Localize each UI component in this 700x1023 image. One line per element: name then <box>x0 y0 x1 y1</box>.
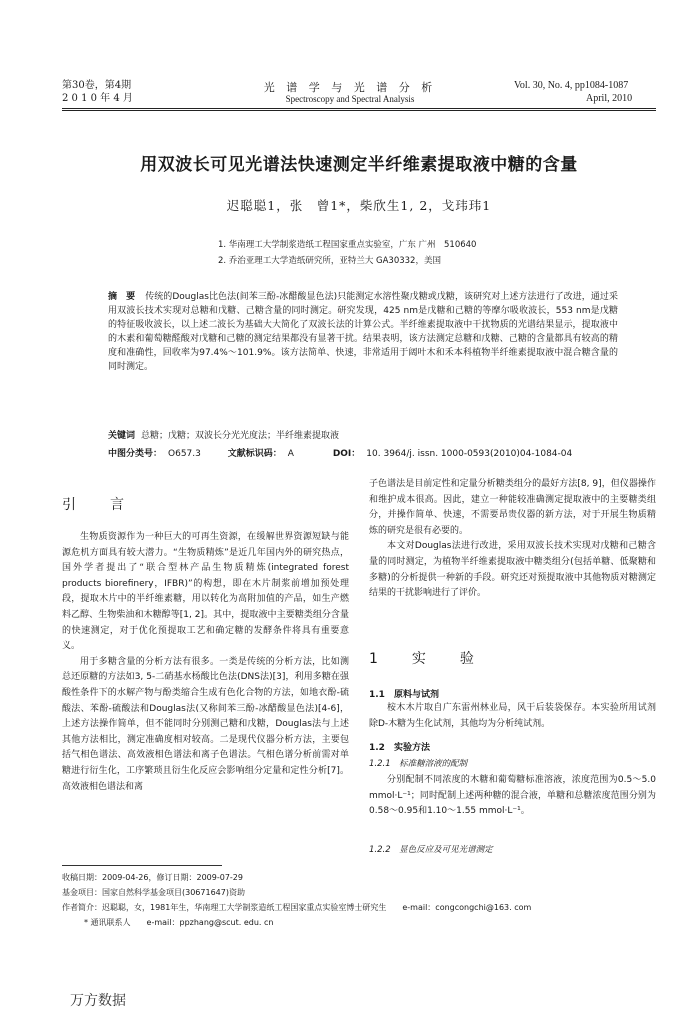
header-rule <box>62 108 656 109</box>
section-1-1: 1.1 原料与试剂 <box>369 690 439 700</box>
intro-paragraph-2: 用于多糖含量的分析方法有很多。一类是传统的分析方法，比如测总还原糖的方法如3, 5-二硝基水杨酸比色法(DNS法)[3]，利用多糖在强酸性条件下的水解产物与酚类缩合生成有色化合物的方法，如地衣酚-硫酸法、苯酚-硫酸法和Douglas法(又称间苯三酚-冰醋酸显色法)[4-6]，上述方法操作简单，但不能同时分别测己糖和戊糖，Douglas法与上述其他方法相比，测定准确度相对较高。二是现代仪器分析方法，主要包括气相色谱法、高效液相色谱法和离子色谱法。气相色谱分析前需对单糖进行衍生化，工序繁琐且衍生化反应会影响组分定量和定性分析[7]。高效液相色谱法和离 <box>62 656 349 792</box>
keywords-line <box>108 428 339 441</box>
header-volume: 第30卷，第4期 <box>62 80 132 91</box>
materials-paragraph: 桉木木片取自广东雷州林业局，风干后装袋保存。本实验所用试剂除D-木糖为生化试剂，其他均为分析纯试剂。 <box>369 703 656 729</box>
doc-code-value: A <box>287 449 294 459</box>
footnote-author: 作者简介：迟聪聪，女，1981年生，华南理工大学制浆造纸工程国家重点实验室博士研究生 e-mail：congcongchi@163. com <box>62 903 532 912</box>
right-column <box>369 477 656 602</box>
section-1-2-1: 1.2.1 标准糖溶液的配制 <box>369 759 468 769</box>
experiment-heading: 1 实 验 <box>369 651 484 667</box>
header-rule-2 <box>62 110 656 111</box>
abstract <box>108 290 618 374</box>
doi-label: DOI： <box>332 449 361 459</box>
footnote-contact: * 通讯联系人 e-mail：ppzhang@scut. edu. cn <box>84 918 274 927</box>
keywords-label: 关键词 <box>108 431 136 441</box>
left-column <box>62 530 349 795</box>
abstract-text: 传统的Douglas比色法(间苯三酚-冰醋酸显色法)只能测定水溶性聚戊糖或戊糖，该研究对上述方法进行了改进，通过采用双波长技术实现对总糖和戊糖、己糖含量的同时测定。研究发现，425 nm是戊糖和己糖的等摩尔吸收波长，553 nm是戊糖的特征吸收波长，以上述二波长为基础大大简化了双波长法的计算公式。半纤维素提取液中干扰物质的光谱结果显示，提取液中的木素和葡萄糖醛酸对戊糖和己糖的测定结果都没有显著干扰。结果表明，该方法测定总糖和戊糖、己糖的含量都具有较高的精度和准确性，回收率为97.4%～101.9%。该方法简单、快速，非常适用于阔叶木和禾本科植物半纤维素提取液中混合糖含量的同时测定。 <box>108 292 618 372</box>
footnote-received: 收稿日期：2009-04-26，修订日期：2009-07-29 <box>62 873 243 882</box>
footnote-fund: 基金项目：国家自然科学基金项目(30671647)资助 <box>62 888 245 897</box>
database-watermark: 万方数据 <box>70 993 126 1009</box>
affiliation-1: 1. 华南理工大学制浆造纸工程国家重点实验室，广东 广州 510640 <box>218 240 477 250</box>
clc-label: 中图分类号： <box>108 449 163 459</box>
abstract-label: 摘 要 <box>108 292 136 302</box>
intro-continued: 子色谱法是目前定性和定量分析糖类组分的最好方法[8, 9]，但仪器操作和维护成本很高。因此，建立一种能较准确测定提取液中的主要糖类组分，并操作简单、快速，不需要昂贵仪器的新方法，对于开展生物质精炼的研究是很有必要的。 <box>369 479 656 536</box>
intro-paragraph-1: 生物质资源作为一种巨大的可再生资源，在缓解世界资源短缺与能源危机方面具有较大潜力。“生物质精炼”是近几年国内外的研究热点，国外学者提出了“联合型林产品生物质精炼(integrated forest products biorefinery，IFBR)”的构想，即在木片制浆前增加预处理段，提取木片中的半纤维素糖，用以转化为高附加值的产品，如生产燃料乙醇、生物柴油和木糖醇等[1, 2]。其中，提取液中主要糖类组分含量的快速测定，对于优化预提取工艺和确定糖的发酵条件将具有重要意义。 <box>62 532 349 652</box>
header-journal-en: Spectroscopy and Spectral Analysis <box>285 94 415 104</box>
classification-line <box>108 446 572 459</box>
footnote-separator <box>62 865 222 866</box>
paper-title: 用双波长可见光谱法快速测定半纤维素提取液中糖的含量 <box>140 155 578 175</box>
header-date: 2 0 1 0 年 4 月 <box>62 93 133 104</box>
intro-paragraph-3: 本文对Douglas法进行改进，采用双波长技术实现对戊糖和己糖含量的同时测定，为植物半纤维素提取液中糖类组分(包括单糖、低聚糖和多糖)的分析提供一种新的手段。研究还对预提取液中其他物质对糖测定结果的干扰影响进行了评价。 <box>369 541 656 599</box>
header-journal-cn: 光 谱 学 与 光 谱 分 析 <box>263 81 437 94</box>
section-1-1-body <box>369 701 656 732</box>
header-month: April, 2010 <box>586 93 633 104</box>
keywords-text: 总糖；戊糖；双波长分光光度法；半纤维素提取液 <box>141 431 340 441</box>
doc-code-label: 文献标识码： <box>227 449 282 459</box>
doi-value: 10. 3964/j. issn. 1000-0593(2010)04-1084-04 <box>366 449 573 459</box>
header-vol-pages: Vol. 30, No. 4, pp1084-1087 <box>514 80 629 91</box>
clc-value: O657.3 <box>168 449 201 459</box>
section-1-2-2: 1.2.2 显色反应及可见光谱测定 <box>369 845 493 855</box>
standard-solution-paragraph: 分别配制不同浓度的木糖和葡萄糖标准溶液，浓度范围为0.5～5.0 mmol·L⁻¹；同时配制上述两种糖的混合液，单糖和总糖浓度范围分别为0.58～0.95和1.10～1.55 mmol·L⁻¹。 <box>369 775 656 817</box>
section-1-2-1-body <box>369 773 656 820</box>
author-list: 迟聪聪1，张 曾1*，柴欣生1, 2，戈玮玮1 <box>226 198 492 213</box>
intro-heading: 引 言 <box>62 497 134 513</box>
affiliation-2: 2. 乔治亚理工大学造纸研究所，亚特兰大 GA30332，美国 <box>218 256 441 266</box>
section-1-2: 1.2 实验方法 <box>369 743 430 753</box>
